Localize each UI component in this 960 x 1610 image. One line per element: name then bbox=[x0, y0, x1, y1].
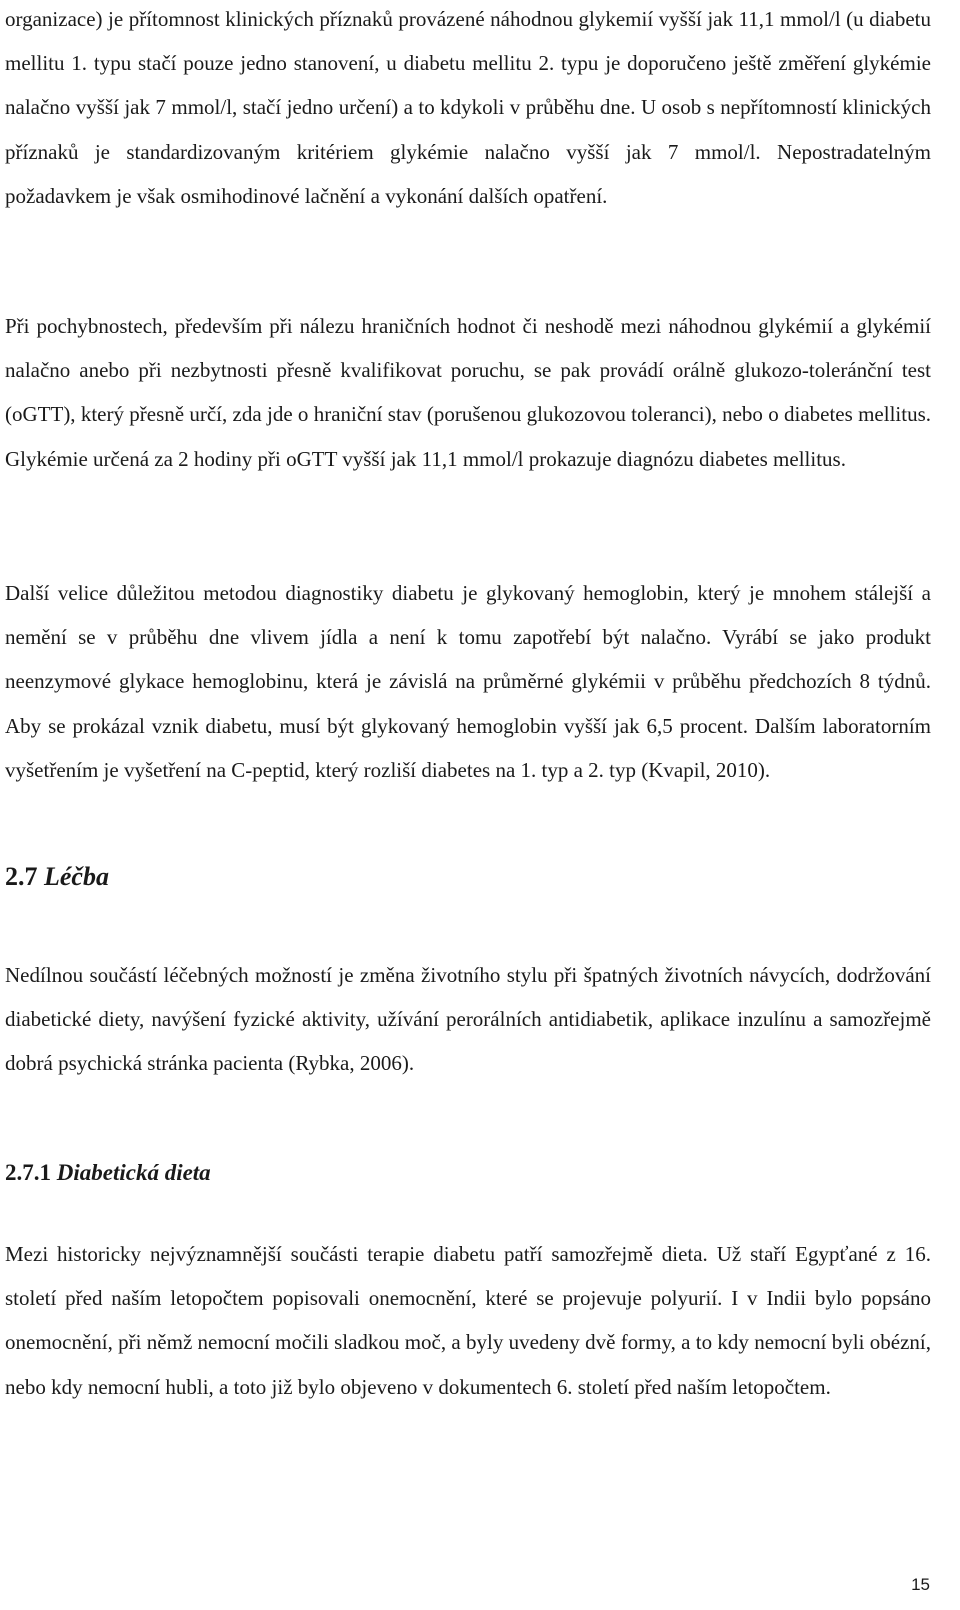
paragraph-ogtt: Při pochybnostech, především při nálezu hraničních hodnot či neshodě mezi náhodnou glykémií a glykémií nalačno anebo při nezbytnosti přesně kvalifikovat poruchu, se pak provádí orálně glukozo-toleránční test (oGTT), který přesně určí, zda jde o hraniční stav (porušenou glukozovou toleranci), nebo o diabetes mellitus. Glykémie určená za 2 hodiny při oGTT vyšší jak 11,1 mmol/l prokazuje diagnózu diabetes mellitus. bbox=[5, 314, 931, 471]
subsection-title: Diabetická dieta bbox=[56, 1160, 211, 1185]
subsection-heading-diet bbox=[5, 1160, 211, 1186]
section-number: 2.7 bbox=[5, 862, 38, 891]
subsection-number: 2.7.1 bbox=[5, 1160, 51, 1185]
section-title: Léčba bbox=[44, 862, 109, 891]
paragraph-diagnosis-criteria: organizace) je přítomnost klinických příznaků provázené náhodnou glykemií vyšší jak 11,1 mmol/l (u diabetu mellitu 1. typu stačí pouze jedno stanovení, u diabetu mellitu 2. typu je doporučeno ještě změření glykémie nalačno vyšší jak 7 mmol/l, stačí jedno určení) a to kdykoli v průběhu dne. U osob s nepřítomností klinických příznaků je standardizovaným kritériem glykémie nalačno vyšší jak 7 mmol/l. Nepostradatelným požadavkem je však osmihodinové lačnění a vykonání dalších opatření. bbox=[5, 7, 931, 208]
page-number: 15 bbox=[911, 1575, 930, 1594]
paragraph-treatment: Nedílnou součástí léčebných možností je změna životního stylu při špatných životních návycích, dodržování diabetické diety, navýšení fyzické aktivity, užívání perorálních antidiabetik, aplikace inzulínu a samozřejmě dobrá psychická stránka pacienta (Rybka, 2006). bbox=[5, 963, 931, 1076]
section-heading-treatment bbox=[5, 862, 109, 892]
paragraph-diet-history: Mezi historicky nejvýznamnější součásti terapie diabetu patří samozřejmě dieta. Už staří Egypťané z 16. století před naším letopočtem popisovali onemocnění, které se projevuje polyurií. I v Indii bylo popsáno onemocnění, při němž nemocní močili sladkou moč, a byly uvedeny dvě formy, a to kdy nemocní byli obézní, nebo kdy nemocní hubli, a toto již bylo objeveno v dokumentech 6. století před naším letopočtem. bbox=[5, 1242, 931, 1399]
paragraph-glycated-hemoglobin: Další velice důležitou metodou diagnostiky diabetu je glykovaný hemoglobin, který je mnohem stálejší a nemění se v průběhu dne vlivem jídla a není k tomu zapotřebí být nalačno. Vyrábí se jako produkt neenzymové glykace hemoglobinu, která je závislá na průměrné glykémii v průběhu předchozích 8 týdnů. Aby se prokázal vznik diabetu, musí být glykovaný hemoglobin vyšší jak 6,5 procent. Dalším laboratorním vyšetřením je vyšetření na C-peptid, který rozliší diabetes na 1. typ a 2. typ (Kvapil, 2010). bbox=[5, 581, 931, 782]
